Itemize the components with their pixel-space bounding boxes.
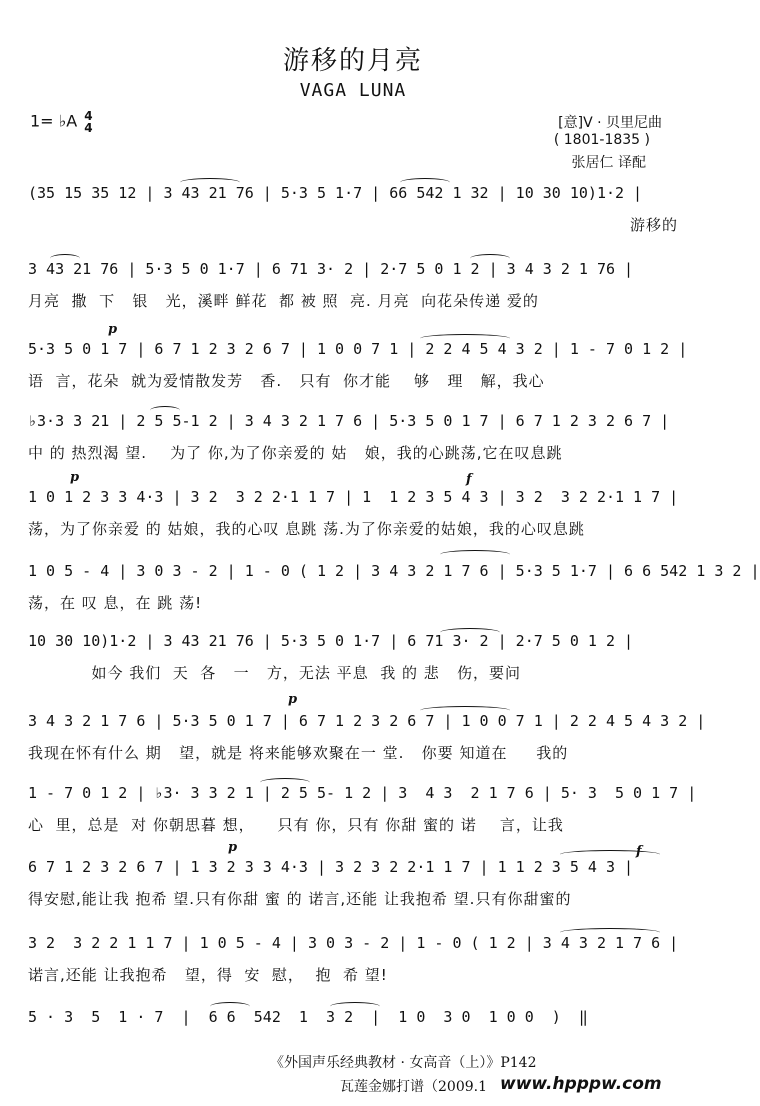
source-citation: 《外国声乐经典教材 · 女高音（上）》P142 — [270, 1055, 537, 1071]
site-watermark: www.hpppw.com — [500, 1074, 662, 1094]
slur-mark — [440, 550, 510, 559]
slur-mark — [180, 178, 240, 187]
slur-mark — [330, 1002, 380, 1011]
dynamic-marking: p — [228, 840, 238, 855]
score-notes-row: 3 2 3 2 2 1 1 7 | 1 0 5 - 4 | 3 0 3 - 2 | 1 - 0 ( 1 2 | 3 4 3 2 1 7 6 | — [28, 934, 679, 952]
dynamic-marking: p — [70, 470, 80, 485]
typeset-credit: 瓦莲金娜打谱（2009.1 — [340, 1079, 487, 1095]
score-notes-row: 3 4 3 2 1 7 6 | 5·3 5 0 1 7 | 6 7 1 2 3 2 6 7 | 1 0 0 7 1 | 2 2 4 5 4 3 2 | — [28, 712, 706, 730]
time-signature — [84, 110, 92, 134]
slur-mark — [420, 706, 510, 715]
composer-years: ( 1801-1835 ) — [553, 132, 650, 148]
score-notes-row: 3 43 21 76 | 5·3 5 0 1·7 | 6 71 3· 2 | 2·7 5 0 1 2 | 3 4 3 2 1 76 | — [28, 260, 634, 278]
key-note: ♭A — [58, 111, 78, 131]
score-notes-row: 1 0 5 - 4 | 3 0 3 - 2 | 1 - 0 ( 1 2 | 3 4 3 2 1 7 6 | 5·3 5 1·7 | 6 6 542 1 3 2 | — [28, 562, 760, 580]
slur-mark — [560, 928, 660, 937]
slur-mark — [150, 406, 180, 415]
score-notes-row: 1 0 1 2 3 3 4·3 | 3 2 3 2 2·1 1 7 | 1 1 2 3 5 4 3 | 3 2 3 2 2·1 1 7 | — [28, 488, 679, 506]
score-lyrics-row: 得安慰,能让我 抱希 望.只有你甜 蜜 的 诺言,还能 让我抱希 望.只有你甜蜜的 — [28, 890, 572, 908]
score-lyrics-row: 语 言，花朵 就为爱情散发芳 香. 只有 你才能 够 理 解，我心 — [28, 372, 545, 390]
score-notes-row: 6 7 1 2 3 2 6 7 | 1 3 2 3 3 4·3 | 3 2 3 2 2·1 1 7 | 1 1 2 3 5 4 3 | — [28, 858, 634, 876]
score-lyrics-row: 诺言,还能 让我抱希 望，得 安 慰， 抱 希 望! — [28, 966, 388, 984]
slur-mark — [560, 850, 660, 859]
score-lyrics-row: 荡，在 叹 息，在 跳 荡! — [28, 594, 203, 612]
slur-mark — [50, 254, 80, 263]
page-title: 游移的月亮 — [282, 46, 423, 76]
time-top: 4 — [84, 109, 93, 123]
slur-mark — [440, 628, 500, 637]
slur-mark — [260, 778, 310, 787]
key-signature — [30, 110, 93, 134]
score-lyrics-row: 荡，为了你亲爱 的 姑娘，我的心叹 息跳 荡.为了你亲爱的姑娘，我的心叹息跳 — [28, 520, 585, 538]
dynamic-marking: f — [466, 472, 472, 487]
composer-credit: [意]V · 贝里尼曲 — [558, 115, 662, 131]
score-lyrics-row: 中 的 热烈渴 望. 为了 你,为了你亲爱的 姑 娘，我的心跳荡,它在叹息跳 — [28, 444, 563, 462]
score-notes-row: ♭3·3 3 21 | 2 5 5-1 2 | 3 4 3 2 1 7 6 | 5·3 5 0 1 7 | 6 7 1 2 3 2 6 7 | — [28, 412, 670, 430]
score-lyrics-row: 我现在怀有什么 期 望，就是 将来能够欢聚在一 堂. 你要 知道在 我的 — [28, 744, 569, 762]
slur-mark — [400, 178, 450, 187]
page-subtitle: VAGA LUNA — [299, 80, 407, 101]
score-lyrics-row: 游移的 — [629, 216, 678, 234]
dynamic-marking: p — [288, 692, 298, 707]
score-notes-row: 10 30 10)1·2 | 3 43 21 76 | 5·3 5 0 1·7 | 6 71 3· 2 | 2·7 5 0 1 2 | — [28, 632, 634, 650]
score-notes-row: 5 · 3 5 1 · 7 | 6 6 542 1 3 2 | 1 0 3 0 1 0 0 ) ‖ — [28, 1008, 588, 1026]
score-lyrics-row: 如今 我们 天 各 一 方，无法 平息 我 的 悲 伤，要问 — [28, 664, 522, 682]
dynamic-marking: f — [636, 844, 642, 859]
score-notes-row: (35 15 35 12 | 3 43 21 76 | 5·3 5 1·7 | 66 542 1 32 | 10 30 10)1·2 | — [28, 184, 643, 202]
score-lyrics-row: 心 里，总是 对 你朝思暮 想， 只有 你，只有 你甜 蜜的 诺 言，让我 — [28, 816, 564, 834]
score-lyrics-row: 月亮 撒 下 银 光，溪畔 鲜花 都 被 照 亮. 月亮 向花朵传递 爱的 — [28, 292, 539, 310]
time-bottom: 4 — [84, 121, 93, 135]
key-label: 1= — [30, 111, 54, 131]
arranger-credit: 张居仁 译配 — [571, 155, 646, 171]
slur-mark — [420, 334, 510, 343]
score-notes-row: 1 - 7 0 1 2 | ♭3· 3 3 2 1 | 2 5 5- 1 2 | 3 4 3 2 1 7 6 | 5· 3 5 0 1 7 | — [28, 784, 697, 802]
dynamic-marking: p — [108, 322, 118, 337]
slur-mark — [470, 254, 510, 263]
score-notes-row: 5·3 5 0 1 7 | 6 7 1 2 3 2 6 7 | 1 0 0 7 1 | 2 2 4 5 4 3 2 | 1 - 7 0 1 2 | — [28, 340, 688, 358]
slur-mark — [210, 1002, 250, 1011]
